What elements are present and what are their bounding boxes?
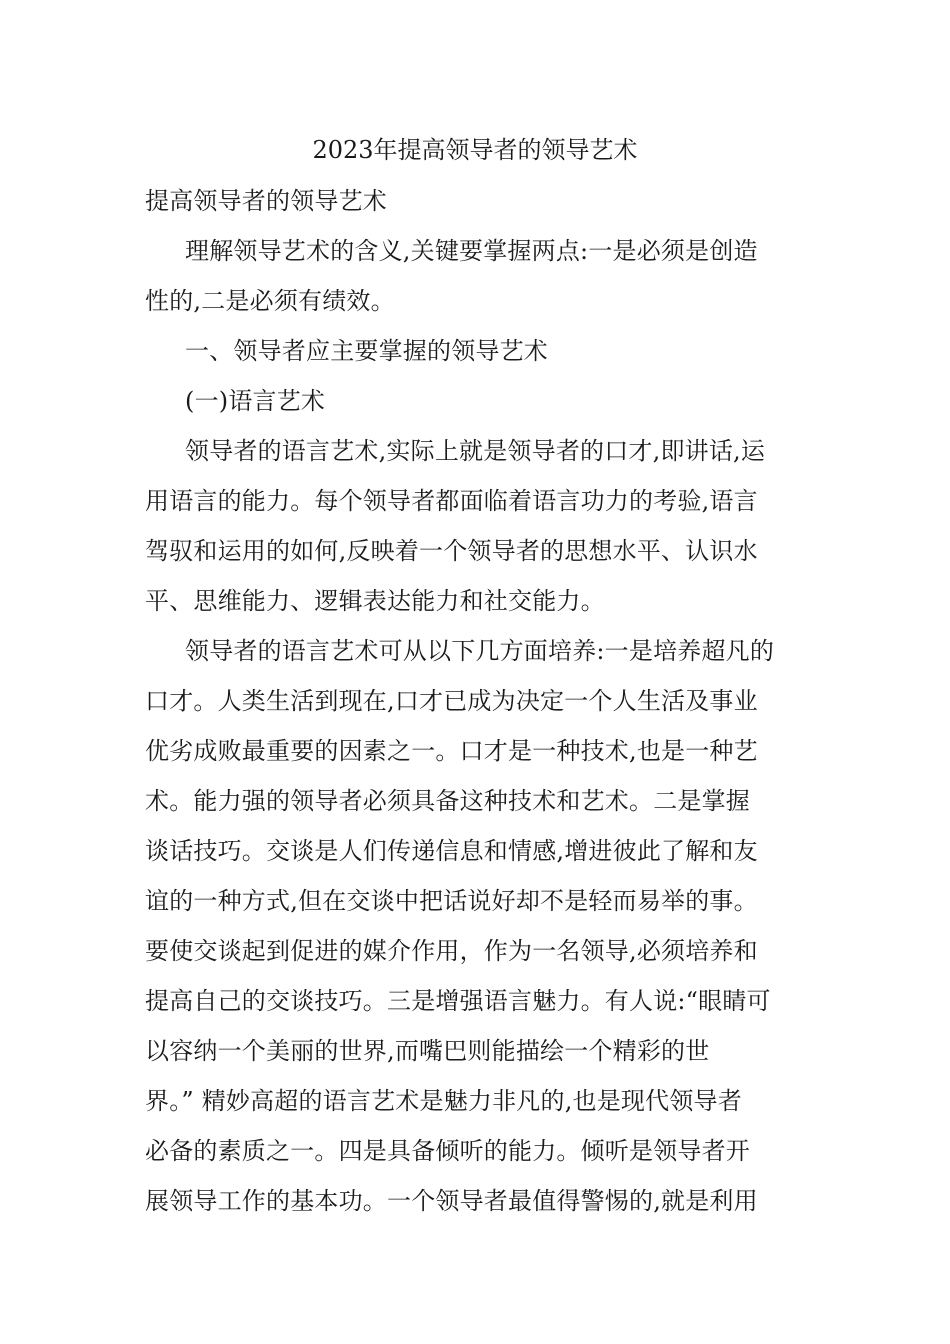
subsection-heading: (一)语言艺术 [185,387,326,415]
paragraph-line: 展领导工作的基本功。一个领导者最值得警惕的,就是利用 [145,1187,758,1215]
paragraph-line: 领导者的语言艺术可从以下几方面培养:一是培养超凡的 [185,637,775,665]
paragraph-line: 性的,二是必须有绩效。 [145,287,395,315]
paragraph-line: 驾驭和运用的如何,反映着一个领导者的思想水平、认识水 [145,537,758,565]
paragraph-line: 要使交谈起到促进的媒介作用，作为一名领导,必须培养和 [145,937,758,965]
paragraph-line: 用语言的能力。每个领导者都面临着语言功力的考验,语言 [145,487,758,515]
paragraph-line: 必备的素质之一。四是具备倾听的能力。倾听是领导者开 [145,1137,750,1165]
paragraph-line: 平、思维能力、逻辑表达能力和社交能力。 [145,587,605,615]
paragraph-line: 口才。人类生活到现在,口才已成为决定一个人生活及事业 [145,687,758,715]
subtitle: 提高领导者的领导艺术 [145,187,387,215]
paragraph-line: 以容纳一个美丽的世界,而嘴巴则能描绘一个精彩的世 [145,1037,710,1065]
document-title: 2023年提高领导者的领导艺术 [312,136,638,164]
paragraph-line: 术。能力强的领导者必须具备这种技术和艺术。二是掌握 [145,787,750,815]
paragraph-line: 谊的一种方式,但在交谈中把话说好却不是轻而易举的事。 [145,887,758,915]
paragraph-line: 谈话技巧。交谈是人们传递信息和情感,增进彼此了解和友 [145,837,758,865]
paragraph-line: 优劣成败最重要的因素之一。口才是一种技术,也是一种艺 [145,737,758,765]
paragraph-line: 领导者的语言艺术,实际上就是领导者的口才,即讲话,运 [185,437,766,465]
paragraph-line: 理解领导艺术的含义,关键要掌握两点:一是必须是创造 [185,237,758,265]
paragraph-line: 界。” 精妙高超的语言艺术是魅力非凡的,也是现代领导者 [145,1087,742,1115]
section-heading: 一、领导者应主要掌握的领导艺术 [185,337,548,365]
paragraph-line: 提高自己的交谈技巧。三是增强语言魅力。有人说:“眼睛可 [145,987,771,1015]
